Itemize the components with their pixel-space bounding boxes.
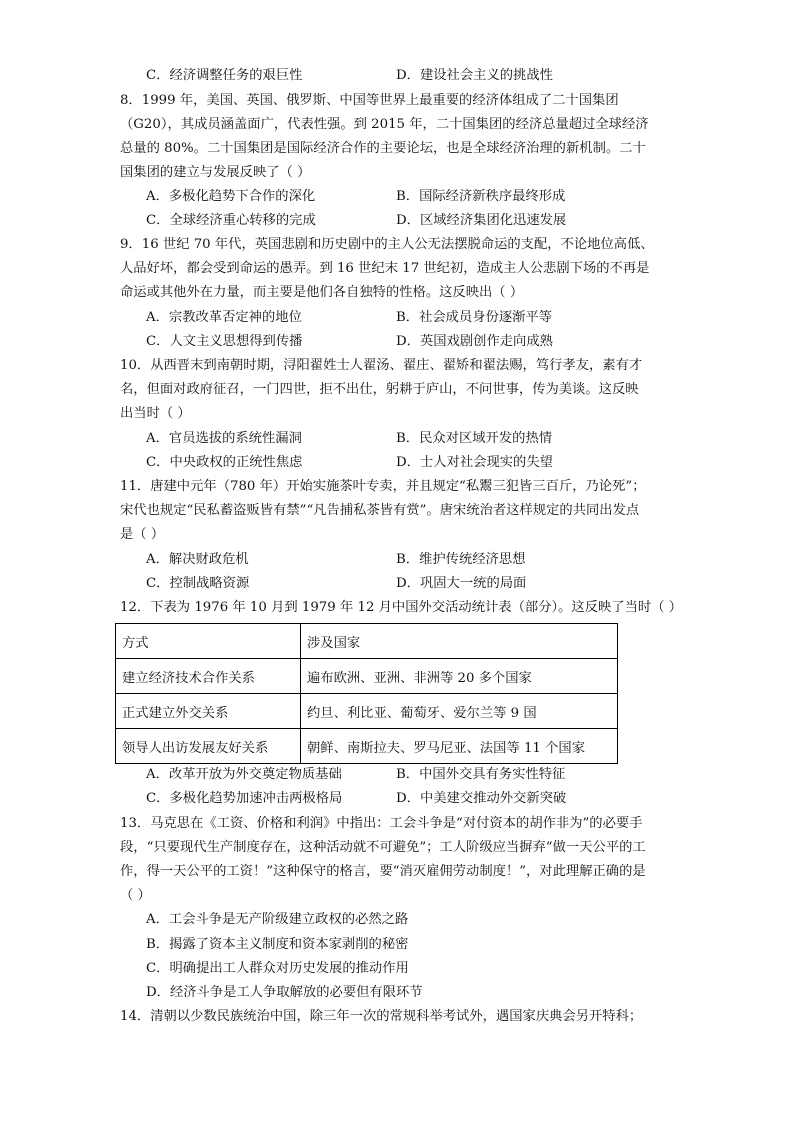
q9-stem-line-2: 人品好坏，都会受到命运的愚弄。到 16 世纪末 17 世纪初，造成主人公悲剧下场的不再是	[120, 261, 650, 276]
q9-option-b: B．社会成员身份逐渐平等	[396, 310, 553, 325]
q10-option-a: A．官员选拔的系统性漏洞	[146, 431, 302, 446]
q12-option-a: A．改革开放为外交奠定物质基础	[146, 767, 342, 782]
q13-option-d: D．经济斗争是工人争取解放的必要但有限环节	[146, 985, 423, 1000]
table-header-cell: 涉及国家	[301, 624, 618, 659]
q8-stem-line-2: （G20），其成员涵盖面广，代表性强。到 2015 年，二十国集团的经济总量超过全球经济	[120, 117, 649, 132]
table-cell: 建立经济技术合作关系	[116, 659, 301, 694]
q13-option-b: B．揭露了资本主义制度和资本家剥削的秘密	[146, 937, 409, 952]
q8-option-b: B．国际经济新秩序最终形成	[396, 189, 566, 204]
q13-stem-line-2: 段，“只要现代生产制度存在，这种活动就不可避免”；工人阶级应当摒弃“做一天公平的工	[120, 840, 646, 855]
q12-option-c: C．多极化趋势加速冲击两极格局	[146, 791, 343, 806]
q12-stem: 12．下表为 1976 年 10 月到 1979 年 12 月中国外交活动统计表（部分）。这反映了当时（ ）	[120, 600, 683, 615]
q11-option-d: D．巩固大一统的局面	[396, 576, 527, 591]
table-cell: 正式建立外交关系	[116, 694, 301, 729]
q9-option-d: D．英国戏剧创作走向成熟	[396, 334, 553, 349]
table-header-row	[116, 624, 618, 659]
q13-option-a: A．工会斗争是无产阶级建立政权的必然之路	[146, 912, 409, 927]
q10-stem-line-3: 出当时（ ）	[120, 406, 191, 421]
table-cell: 领导人出访发展友好关系	[116, 729, 301, 764]
q11-option-c: C．控制战略资源	[146, 576, 250, 591]
q8-stem-line-4: 国集团的建立与发展反映了（ ）	[120, 165, 311, 180]
q13-stem-line-4: （ ）	[120, 888, 151, 903]
table-row	[116, 729, 618, 764]
table-cell: 约旦、利比亚、葡萄牙、爱尔兰等 9 国	[301, 694, 618, 729]
q10-stem-line-1: 10．从西晋末到南朝时期，浔阳翟姓士人翟汤、翟庄、翟矫和翟法赐，笃行孝友，素有才	[120, 358, 643, 373]
q7-option-d: D．建设社会主义的挑战性	[396, 68, 553, 83]
q8-stem-line-3: 总量的 80%。二十国集团是国际经济合作的主要论坛，也是全球经济治理的新机制。二十	[120, 141, 646, 156]
q8-stem-line-1: 8．1999 年，美国、英国、俄罗斯、中国等世界上最重要的经济体组成了二十国集团	[120, 93, 619, 108]
table-cell: 遍布欧洲、亚洲、非洲等 20 多个国家	[301, 659, 618, 694]
q9-stem-line-3: 命运或其他外在力量，而主要是他们各自独特的性格。这反映出（ ）	[120, 285, 524, 300]
q8-option-a: A．多极化趋势下合作的深化	[146, 189, 316, 204]
table-row	[116, 694, 618, 729]
q13-option-c: C．明确提出工人群众对历史发展的推动作用	[146, 961, 409, 976]
q9-stem-line-1: 9．16 世纪 70 年代，英国悲剧和历史剧中的主人公无法摆脱命运的支配，不论地位高低、	[120, 237, 654, 252]
q13-stem-line-1: 13．马克思在《工资、价格和利润》中指出：工会斗争是“对付资本的胡作非为”的必要手	[120, 816, 643, 831]
q12-option-b: B．中国外交具有务实性特征	[396, 767, 566, 782]
table-row	[116, 659, 618, 694]
q12-option-d: D．中美建交推动外交新突破	[396, 791, 567, 806]
table-cell: 朝鲜、南斯拉夫、罗马尼亚、法国等 11 个国家	[301, 729, 618, 764]
diplomacy-table	[115, 623, 618, 764]
q11-stem-line-2: 宋代也规定“民私蓄盗贩皆有禁”“凡告捕私茶皆有赏”。唐宋统治者这样规定的共同出发点	[120, 503, 640, 518]
q10-option-d: D．士人对社会现实的失望	[396, 455, 553, 470]
q10-option-b: B．民众对区域开发的热情	[396, 431, 553, 446]
q8-option-c: C．全球经济重心转移的完成	[146, 213, 316, 228]
q10-stem-line-2: 名，但面对政府征召，一门四世，拒不出仕，躬耕于庐山，不问世事，传为美谈。这反映	[120, 382, 639, 397]
q8-option-d: D．区域经济集团化迅速发展	[396, 213, 567, 228]
q11-stem-line-3: 是（ ）	[120, 527, 165, 542]
q11-option-a: A．解决财政危机	[146, 552, 249, 567]
q9-option-a: A．宗教改革否定神的地位	[146, 310, 302, 325]
q9-option-c: C．人文主义思想得到传播	[146, 334, 303, 349]
q11-option-b: B．维护传统经济思想	[396, 552, 526, 567]
q14-stem-line-1: 14．清朝以少数民族统治中国，除三年一次的常规科举考试外，遇国家庆典会另开特科；	[120, 1009, 643, 1024]
q10-option-c: C．中央政权的正统性焦虑	[146, 455, 303, 470]
q13-stem-line-3: 作，得一天公平的工资！”这种保守的格言，要“消灭雇佣劳动制度！”，对此理解正确的是	[120, 864, 646, 879]
q7-option-c: C．经济调整任务的艰巨性	[146, 68, 303, 83]
q11-stem-line-1: 11．唐建中元年（780 年）开始实施茶叶专卖，并且规定“私鬻三犯皆三百斤，乃论死”；	[120, 479, 646, 494]
table-header-cell: 方式	[116, 624, 301, 659]
